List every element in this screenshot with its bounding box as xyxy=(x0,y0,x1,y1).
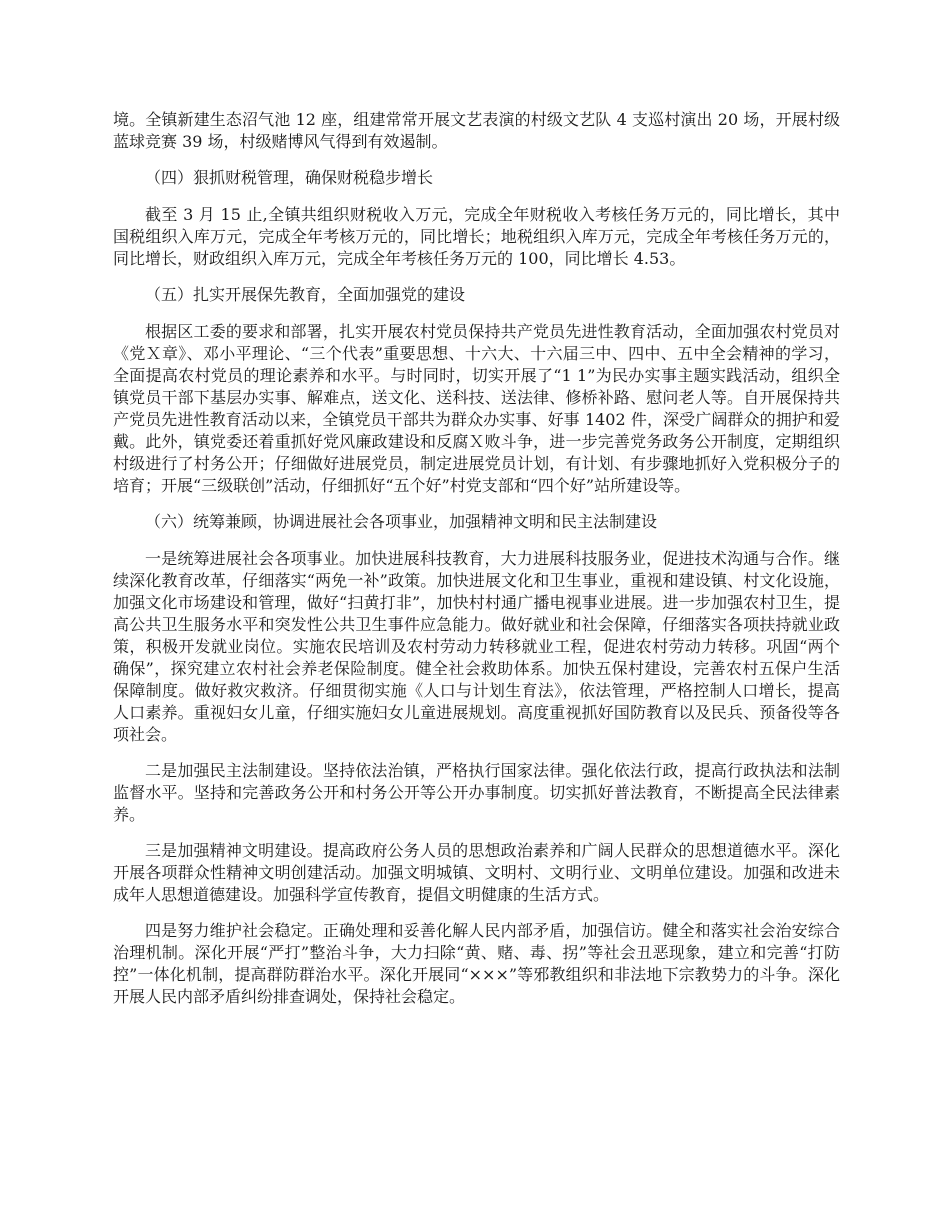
section-heading-6: （六）统筹兼顾，协调进展社会各项事业，加强精神文明和民主法制建设 xyxy=(145,512,658,531)
document-body xyxy=(113,109,840,1022)
section-heading-5: （五）扎实开展保先教育，全面加强党的建设 xyxy=(145,285,466,304)
section-heading-4: （四）狠抓财税管理，确保财税稳步增长 xyxy=(145,168,434,187)
paragraph-tax-revenue: 截至 3 月 15 止,全镇共组织财税收入万元，完成全年财税收入考核任务万元的，同比增长，其中国税组织入库万元，完成全年考核万元的，同比增长；地税组织入库万元，完成全年考核任务万元的，同比增长，财政组织入库万元，完成全年考核任务万元的 100，同比增长 4.53。 xyxy=(113,205,840,268)
continuation-paragraph: 境。全镇新建生态沼气池 12 座，组建常常开展文艺表演的村级文艺队 4 支巡村演出 20 场，开展村级蓝球竞赛 39 场，村级赌博风气得到有效遏制。 xyxy=(113,110,840,151)
paragraph-social-affairs: 一是统筹进展社会各项事业。加快进展科技教育，大力进展科技服务业，促进技术沟通与合作。继续深化教育改革，仔细落实“两免一补”政策。加快进展文化和卫生事业，重视和建设镇、村文化设施，加强文化市场建设和管理，做好“扫黄打非”，加快村村通广播电视事业进展。进一步加强农村卫生，提高公共卫生服务水平和突发性公共卫生事件应急能力。做好就业和社会保障，仔细落实各项扶持就业政策，积极开发就业岗位。实施农民培训及农村劳动力转移就业工程，促进农村劳动力转移。巩固“两个确保”，探究建立农村社会养老保险制度。健全社会救助体系。加快五保村建设，完善农村五保户生活保障制度。做好救灾救济。仔细贯彻实施《人口与计划生育法》，依法管理，严格控制人口增长，提高人口素养。重视妇女儿童，仔细实施妇女儿童进展规划。高度重视抓好国防教育以及民兵、预备役等各项社会。 xyxy=(113,549,840,744)
paragraph-social-stability: 四是努力维护社会稳定。正确处理和妥善化解人民内部矛盾，加强信访。健全和落实社会治安综合治理机制。深化开展“严打”整治斗争，大力扫除“黄、赌、毒、拐”等社会丑恶现象，建立和完善“打防控”一体化机制，提高群防群治水平。深化开展同“×××”等邪教组织和非法地下宗教势力的斗争。深化开展人民内部矛盾纠纷排查调处，保持社会稳定。 xyxy=(113,921,840,1006)
paragraph-spiritual-civilization: 三是加强精神文明建设。提高政府公务人员的思想政治素养和广阔人民群众的思想道德水平。深化开展各项群众性精神文明创建活动。加强文明城镇、文明村、文明行业、文明单位建设。加强和改进未成年人思想道德建设。加强科学宣传教育，提倡文明健康的生活方式。 xyxy=(113,841,840,904)
paragraph-party-building: 根据区工委的要求和部署，扎实开展农村党员保持共产党员先进性教育活动，全面加强农村党员对《党Ｘ章》、邓小平理论、“三个代表”重要思想、十六大、十六届三中、四中、五中全会精神的学习，全面提高农村党员的理论素养和水平。与时同时，切实开展了“1 1”为民办实事主题实践活动，组织全镇党员干部下基层办实事、解难点，送文化、送科技、送法律、修桥补路、慰问老人等。自开展保持共产党员先进性教育活动以来，全镇党员干部共为群众办实事、好事 1402 件，深受广阔群众的拥护和爱戴。此外，镇党委还着重抓好党风廉政建设和反腐Ｘ败斗争，进一步完善党务政务公开制度，定期组织村级进行了村务公开；仔细做好进展党员，制定进展党员计划，有计划、有步骤地抓好入党积极分子的培育；开展“三级联创”活动，仔细抓好“五个好”村党支部和“四个好”站所建设等。 xyxy=(113,322,840,495)
paragraph-legal-system: 二是加强民主法制建设。坚持依法治镇，严格执行国家法律。强化依法行政，提高行政执法和法制监督水平。坚持和完善政务公开和村务公开等公开办事制度。切实抓好普法教育，不断提高全民法律素养。 xyxy=(113,761,840,824)
